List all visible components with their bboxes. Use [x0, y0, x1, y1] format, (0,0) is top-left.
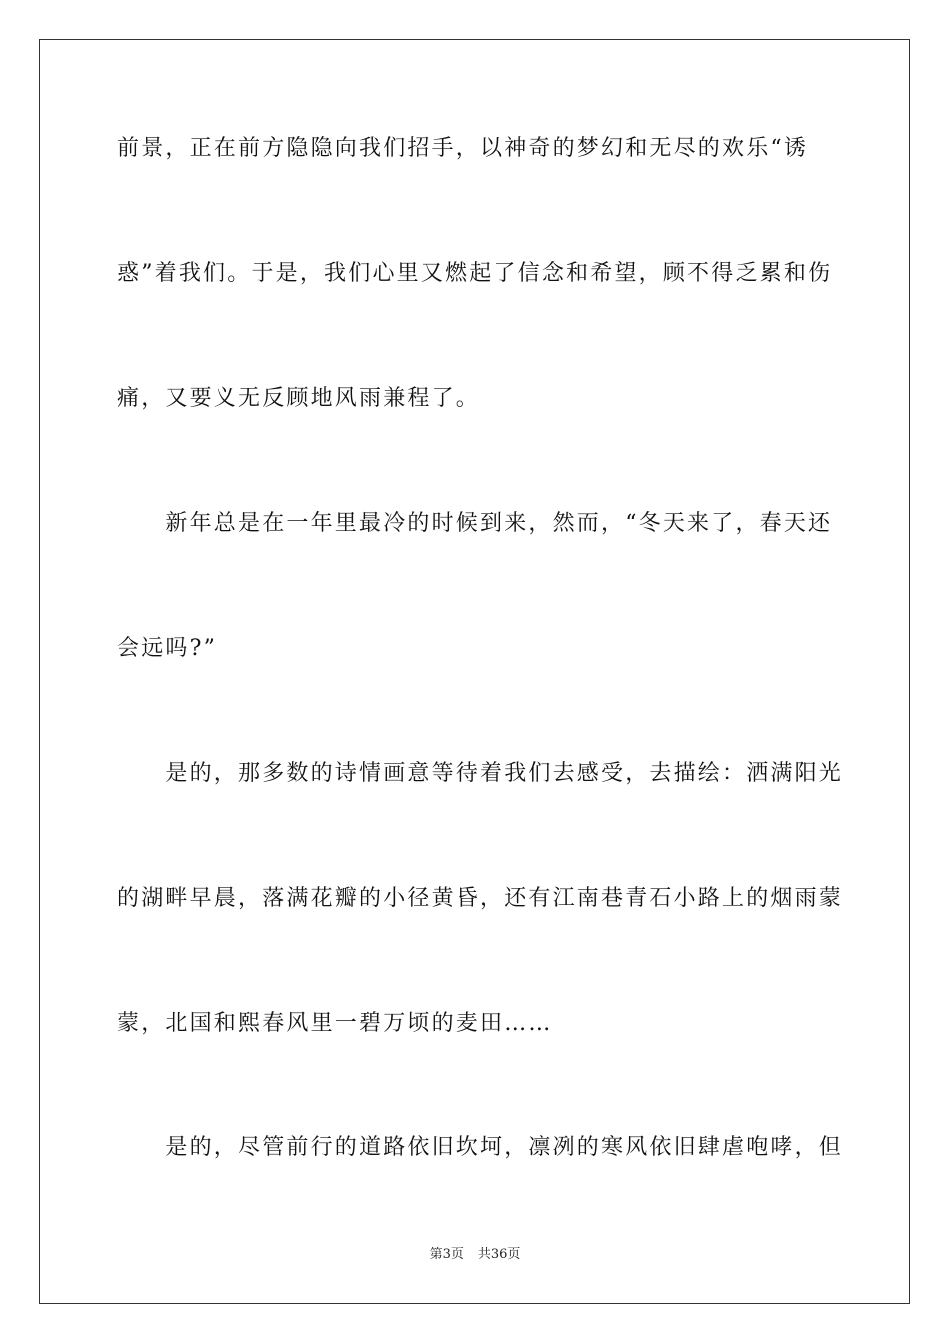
text-line-8: 蒙，北国和熙春风里一碧万顷的麦田…… — [117, 1011, 553, 1036]
page-footer — [0, 1246, 950, 1264]
text-line-7: 的湖畔早晨，落满花瓣的小径黄昏，还有江南巷青石小路上的烟雨蒙 — [117, 886, 844, 911]
current-page-label: 第3页 — [429, 1247, 464, 1262]
text-line-1: 前景，正在前方隐隐向我们招手，以神奇的梦幻和无尽的欢乐“诱 — [117, 136, 809, 161]
text-line-4: 新年总是在一年里最冷的时候到来，然而，“冬天来了，春天还 — [117, 511, 833, 536]
text-line-5: 会远吗?” — [117, 636, 218, 661]
total-pages-label: 共36页 — [477, 1247, 521, 1262]
text-line-9: 是的，尽管前行的道路依旧坎坷，凛冽的寒风依旧肆虐咆哮，但 — [117, 1135, 844, 1160]
page-border — [39, 39, 910, 1304]
text-line-2: 惑”着我们。于是，我们心里又燃起了信念和希望，顾不得乏累和伤 — [117, 261, 833, 286]
text-line-6: 是的，那多数的诗情画意等待着我们去感受，去描绘：洒满阳光 — [117, 761, 844, 786]
text-line-3: 痛，又要义无反顾地风雨兼程了。 — [117, 386, 481, 411]
